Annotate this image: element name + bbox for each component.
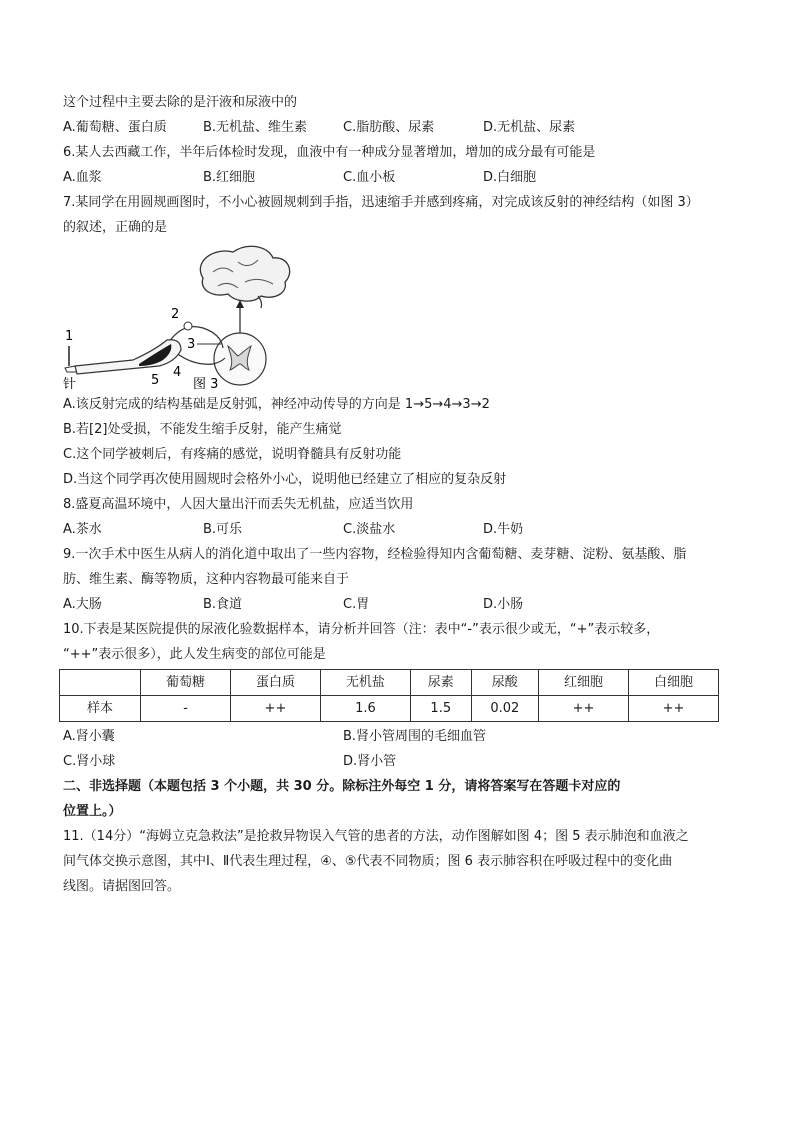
- table-row: [60, 696, 719, 722]
- table-cell: ++: [230, 696, 320, 722]
- reflex-arc-diagram: [63, 242, 363, 392]
- q7-stem-line1: 7.某同学在用圆规画图时，不小心被圆规刺到手指，迅速缩手并感到疼痛，对完成该反射的神经结构（如图 3）: [63, 195, 699, 210]
- table-cell: -: [141, 696, 231, 722]
- q10-stem-line1: 10.下表是某医院提供的尿液化验数据样本，请分析并回答（注：表中“-”表示很少或无，“+”表示较多，: [63, 622, 660, 637]
- table-cell: ++: [538, 696, 628, 722]
- table-header-cell: 尿酸: [471, 670, 538, 696]
- brain-icon: [200, 246, 289, 308]
- q5-option-d: D.无机盐、尿素: [483, 120, 576, 135]
- table-cell: 1.5: [410, 696, 471, 722]
- q10-option-d: D.肾小管: [343, 754, 397, 769]
- q8-option-b: B.可乐: [203, 522, 243, 537]
- table-cell: 0.02: [471, 696, 538, 722]
- q8-option-a: A.茶水: [63, 522, 102, 537]
- ganglion: [184, 322, 192, 330]
- needle-label: 针: [63, 377, 77, 392]
- label-4: 4: [173, 365, 182, 380]
- q10-option-c: C.肾小球: [63, 754, 116, 769]
- q9-option-c: C.胃: [343, 597, 370, 612]
- q9-stem-line1: 9.一次手术中医生从病人的消化道中取出了一些内容物，经检验得知内含葡萄糖、麦芽糖、淀粉、氨基酸、脂: [63, 547, 687, 562]
- q7-option-c: C.这个同学被刺后，有疼痛的感觉，说明脊髓具有反射功能: [63, 447, 402, 462]
- q11-line2: 间气体交换示意图，其中Ⅰ、Ⅱ代表生理过程，④、⑤代表不同物质；图 6 表示肺容积在呼吸过程中的变化曲: [63, 854, 673, 869]
- q9-options: [63, 592, 733, 617]
- reflex-arc-figure: [63, 242, 733, 392]
- q5-option-c: C.脂肪酸、尿素: [343, 120, 435, 135]
- q6-options: [63, 165, 733, 190]
- label-3: 3: [187, 337, 196, 352]
- table-cell: ++: [628, 696, 718, 722]
- q10-option-a: A.肾小囊: [63, 729, 115, 744]
- q9-option-d: D.小肠: [483, 597, 524, 612]
- q8-option-c: C.淡盐水: [343, 522, 396, 537]
- table-header-cell: 白细胞: [628, 670, 718, 696]
- q6-option-b: B.红细胞: [203, 170, 256, 185]
- q8-options: [63, 517, 733, 542]
- q8-option-d: D.牛奶: [483, 522, 524, 537]
- arm-icon: [65, 340, 181, 374]
- spinal-cord-section: [214, 333, 266, 385]
- q10-options-row2: [63, 749, 733, 774]
- q10-options-row1: [63, 724, 733, 749]
- table-cell: 1.6: [320, 696, 410, 722]
- q7-stem-line2: 的叙述，正确的是: [63, 220, 168, 235]
- section2-heading-line2: 位置上。）: [63, 804, 122, 819]
- urine-test-table: [59, 669, 719, 722]
- q10-option-b: B.肾小管周围的毛细血管: [343, 729, 487, 744]
- label-5: 5: [151, 373, 160, 388]
- q8-stem: 8.盛夏高温环境中，人因大量出汗而丢失无机盐，应适当饮用: [63, 497, 414, 512]
- table-header-cell: 无机盐: [320, 670, 410, 696]
- q6-option-a: A.血浆: [63, 170, 102, 185]
- intro-line: 这个过程中主要去除的是汗液和尿液中的: [63, 95, 298, 110]
- table-header-cell: 葡萄糖: [141, 670, 231, 696]
- q10-stem-line2: “++”表示很多），此人发生病变的部位可能是: [63, 647, 326, 662]
- label-1: 1: [65, 329, 74, 344]
- q9-option-a: A.大肠: [63, 597, 102, 612]
- label-2: 2: [171, 307, 180, 322]
- table-header-cell: 红细胞: [538, 670, 628, 696]
- q9-stem-line2: 肪、维生素、酶等物质，这种内容物最可能来自于: [63, 572, 350, 587]
- q7-option-a: A.该反射完成的结构基础是反射弧，神经冲动传导的方向是 1→5→4→3→2: [63, 397, 490, 412]
- q7-option-d: D.当这个同学再次使用圆规时会格外小心，说明他已经建立了相应的复杂反射: [63, 472, 507, 487]
- q11-line1: 11.（14分）“海姆立克急救法”是抢救异物误入气管的患者的方法，动作图解如图 4；图 5 表示肺泡和血液之: [63, 829, 689, 844]
- q7-option-b: B.若[2]处受损，不能发生缩手反射，能产生痛觉: [63, 422, 342, 437]
- q5-option-a: A.葡萄糖、蛋白质: [63, 120, 167, 135]
- exam-page: [63, 90, 733, 899]
- table-header-cell: [60, 670, 141, 696]
- table-cell: 样本: [60, 696, 141, 722]
- section2-heading-line1: 二、非选择题（本题包括 3 个小题，共 30 分。除标注外每空 1 分，请将答案写在答题卡对应的: [63, 779, 621, 794]
- table-header-row: [60, 670, 719, 696]
- q9-option-b: B.食道: [203, 597, 243, 612]
- q6-option-c: C.血小板: [343, 170, 396, 185]
- q5-options: [63, 115, 733, 140]
- q6-option-d: D.白细胞: [483, 170, 537, 185]
- q6-stem: 6.某人去西藏工作，半年后体检时发现，血液中有一种成分显著增加，增加的成分最有可能是: [63, 145, 596, 160]
- table-header-cell: 尿素: [410, 670, 471, 696]
- q5-option-b: B.无机盐、维生素: [203, 120, 308, 135]
- q11-line3: 线图。请据图回答。: [63, 879, 181, 894]
- figure-caption: 图 3: [193, 377, 219, 392]
- table-header-cell: 蛋白质: [230, 670, 320, 696]
